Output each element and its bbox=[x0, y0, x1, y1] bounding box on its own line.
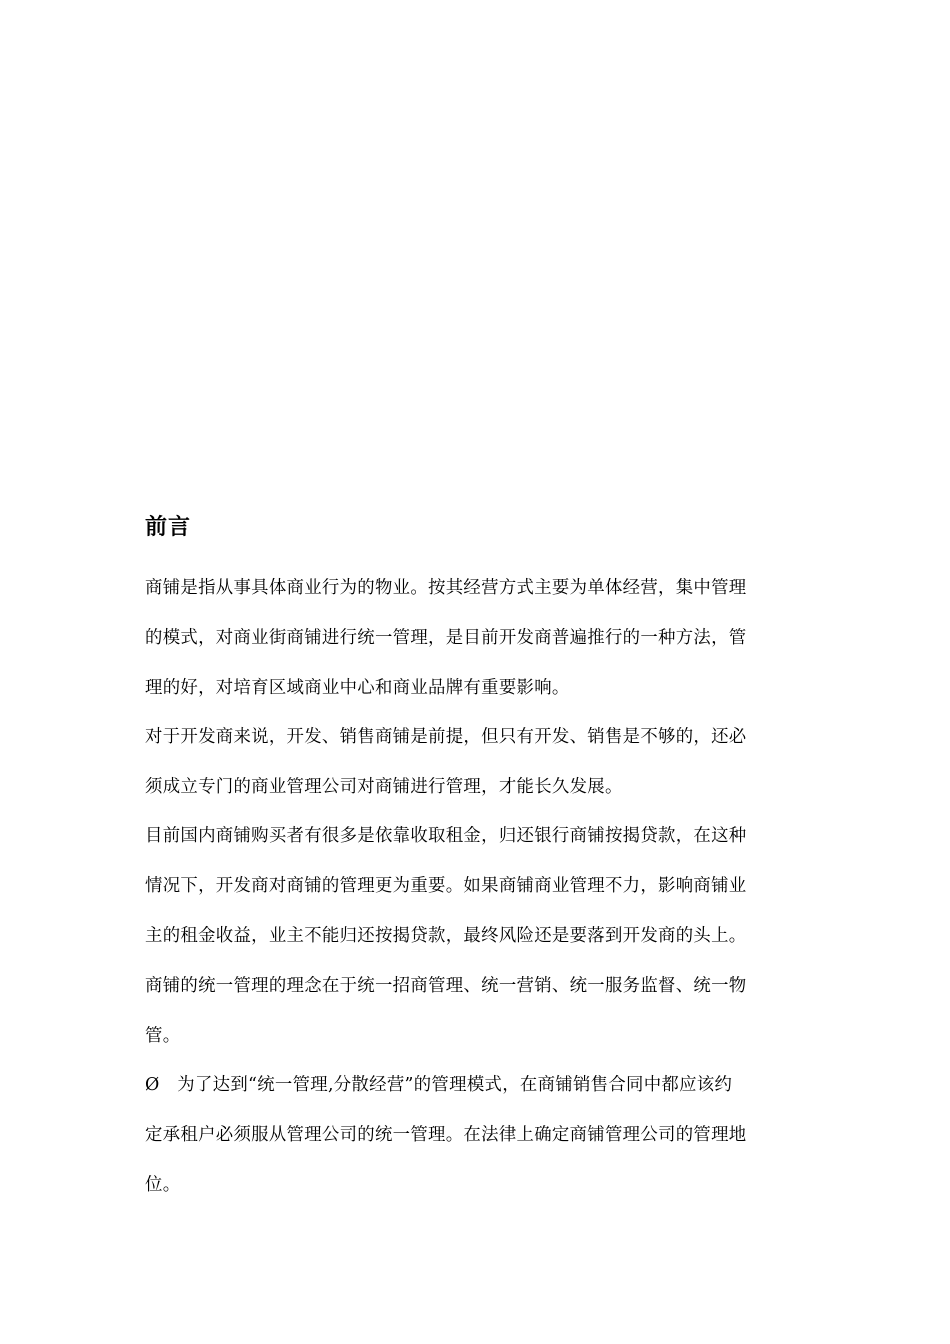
body-line: 目前国内商铺购买者有很多是依靠收取租金，归还银行商铺按揭贷款，在这种 bbox=[145, 826, 747, 846]
body-line: 理的好，对培育区域商业中心和商业品牌有重要影响。 bbox=[145, 678, 570, 698]
body-line: 须成立专门的商业管理公司对商铺进行管理，才能长久发展。 bbox=[145, 777, 623, 797]
body-line: Ø 为了达到“统一管理,分散经营”的管理模式，在商铺销售合同中都应该约 bbox=[145, 1075, 733, 1095]
body-line: 位。 bbox=[145, 1175, 181, 1195]
body-line: 商铺是指从事具体商业行为的物业。按其经营方式主要为单体经营，集中管理 bbox=[145, 578, 747, 598]
body-line: 定承租户必须服从管理公司的统一管理。在法律上确定商铺管理公司的管理地 bbox=[145, 1125, 747, 1145]
body-line: 的模式，对商业街商铺进行统一管理，是目前开发商普遍推行的一种方法，管 bbox=[145, 628, 747, 648]
body-line: 情况下，开发商对商铺的管理更为重要。如果商铺商业管理不力，影响商铺业 bbox=[145, 876, 747, 896]
section-heading: 前言 bbox=[145, 514, 192, 540]
body-line: 管。 bbox=[145, 1026, 181, 1046]
body-line: 主的租金收益，业主不能归还按揭贷款，最终风险还是要落到开发商的头上。 bbox=[145, 926, 747, 946]
body-line: 商铺的统一管理的理念在于统一招商管理、统一营销、统一服务监督、统一物 bbox=[145, 976, 747, 996]
body-line: 对于开发商来说，开发、销售商铺是前提，但只有开发、销售是不够的，还必 bbox=[145, 727, 747, 747]
